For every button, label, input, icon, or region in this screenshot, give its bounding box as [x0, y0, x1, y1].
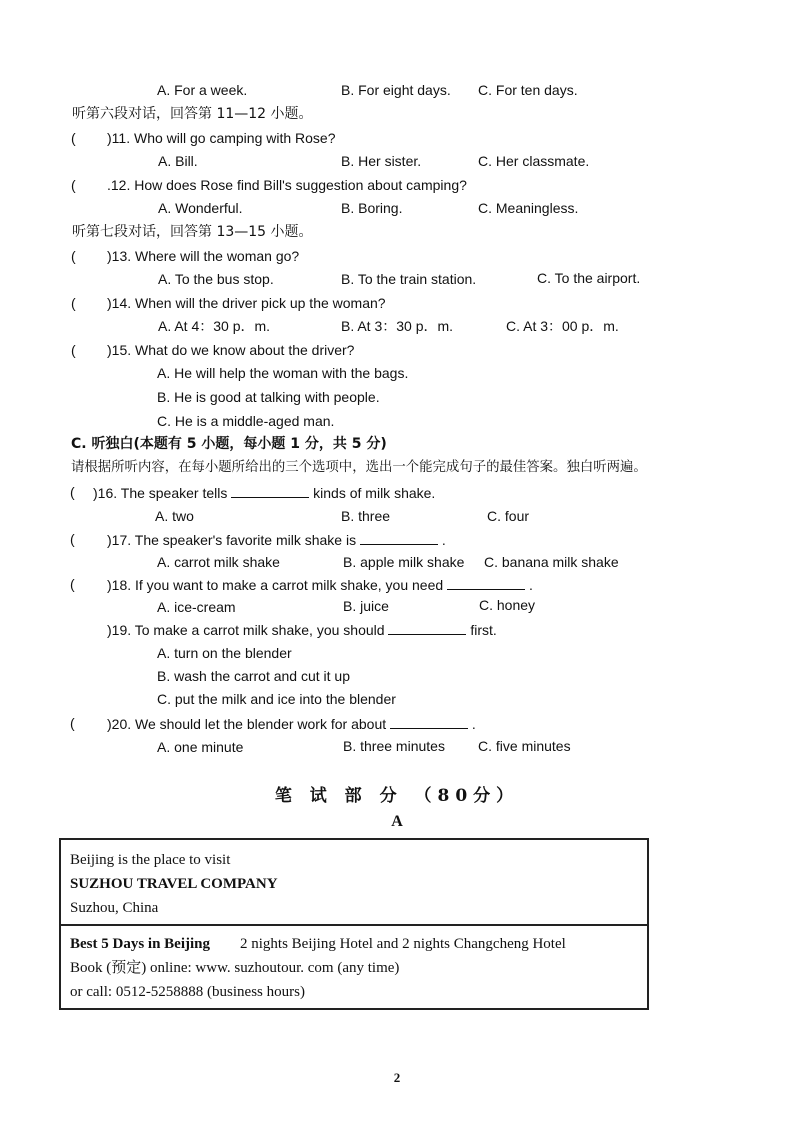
q19-option-c: C. put the milk and ice into the blender [157, 691, 396, 707]
q14-option-a: A. At 4：30 p．m. [158, 318, 271, 334]
q18-blank [447, 575, 525, 590]
q18-text-after: . [528, 577, 533, 593]
q20-question [107, 714, 476, 733]
q17-text-before: )17. The speaker's favorite milk shake is [107, 532, 357, 548]
q13-question: )13. Where will the woman go? [107, 248, 300, 264]
q15-paren: ( [71, 342, 76, 358]
q18-option-c: C. honey [479, 597, 536, 613]
q19-option-b: B. wash the carrot and cut it up [157, 668, 350, 684]
q16-question [93, 483, 435, 502]
q18-option-b: B. juice [343, 598, 389, 614]
q19-question [107, 620, 497, 639]
q13-option-c: C. To the airport. [537, 270, 641, 286]
q20-paren: ( [70, 715, 75, 731]
q12-question: .12. How does Rose find Bill's suggestion about camping? [107, 177, 467, 193]
ad-package-detail: 2 nights Beijing Hotel and 2 nights Changcheng Hotel [240, 936, 566, 952]
q12-option-c: C. Meaningless. [478, 200, 579, 216]
q16-text-after: kinds of milk shake. [313, 485, 436, 501]
q11-question: )11. Who will go camping with Rose? [107, 130, 336, 146]
q16-blank [231, 483, 309, 498]
written-section-title: 笔 试 部 分 （80分） [274, 786, 520, 806]
section-c-instruction: 请根据所听内容，在每小题所给出的三个选项中，选出一个能完成句子的最佳答案。独白听两遍。 [71, 460, 647, 475]
travel-ad-box [59, 838, 649, 1010]
q14-option-b: B. At 3：30 p．m. [341, 318, 454, 334]
q13-option-b: B. To the train station. [341, 271, 477, 287]
q17-option-b: B. apple milk shake [343, 554, 465, 570]
q11-option-b: B. Her sister. [341, 153, 422, 169]
q16-text-before: )16. The speaker tells [93, 485, 228, 501]
part-letter: A [391, 813, 403, 830]
q13-option-a: A. To the bus stop. [158, 271, 274, 287]
q16-option-a: A. two [155, 508, 194, 524]
ad-package-name: Best 5 Days in Beijing [70, 936, 211, 952]
q17-text-after: . [441, 532, 446, 548]
q17-option-c: C. banana milk shake [484, 554, 619, 570]
instruction-dialogue-7: 听第七段对话，回答第 13—15 小题。 [72, 224, 313, 240]
ad-location: Suzhou, China [70, 900, 159, 916]
q13-paren: ( [71, 248, 76, 264]
q20-option-c: C. five minutes [478, 738, 571, 754]
q12-paren: ( [71, 177, 76, 193]
q11-option-c: C. Her classmate. [478, 153, 590, 169]
travel-ad-top [61, 840, 647, 926]
q17-question [107, 530, 446, 549]
q14-option-c: C. At 3：00 p．m. [506, 318, 619, 334]
q20-option-b: B. three minutes [343, 738, 445, 754]
q14-paren: ( [71, 295, 76, 311]
q10-option-b: B. For eight days. [341, 82, 451, 98]
ad-book-online: Book (预定) online: www. suzhoutour. com (any time) [70, 960, 400, 976]
q16-option-b: B. three [341, 508, 391, 524]
q15-question: )15. What do we know about the driver? [107, 342, 355, 358]
q17-option-a: A. carrot milk shake [157, 554, 280, 570]
q18-option-a: A. ice-cream [157, 599, 236, 615]
q19-option-a: A. turn on the blender [157, 645, 292, 661]
q20-option-a: A. one minute [157, 739, 244, 755]
q19-text-before: )19. To make a carrot milk shake, you should [107, 622, 385, 638]
q19-blank [388, 620, 466, 635]
q15-option-c: C. He is a middle-aged man. [157, 413, 335, 429]
ad-company-name: SUZHOU TRAVEL COMPANY [70, 876, 278, 892]
q17-paren: ( [70, 531, 75, 547]
q16-paren: ( [70, 484, 75, 500]
q18-question [107, 575, 533, 594]
q20-text-before: )20. We should let the blender work for about [107, 716, 387, 732]
page-number: 2 [393, 1070, 401, 1085]
q20-blank [390, 714, 468, 729]
q11-paren: ( [71, 130, 76, 146]
ad-phone: or call: 0512-5258888 (business hours) [70, 984, 305, 1000]
q10-option-a: A. For a week. [157, 82, 248, 98]
ad-headline: Beijing is the place to visit [70, 852, 231, 868]
q11-option-a: A. Bill. [158, 153, 198, 169]
q16-option-c: C. four [487, 508, 530, 524]
instruction-dialogue-6: 听第六段对话，回答第 11—12 小题。 [72, 106, 313, 122]
q10-option-c: C. For ten days. [478, 82, 578, 98]
q17-blank [360, 530, 438, 545]
q20-text-after: . [471, 716, 476, 732]
q12-option-a: A. Wonderful. [158, 200, 243, 216]
q15-option-a: A. He will help the woman with the bags. [157, 365, 409, 381]
q19-text-after: first. [470, 622, 497, 638]
section-c-heading: C. 听独白(本题有 5 小题，每小题 1 分，共 5 分) [71, 436, 387, 452]
q18-text-before: )18. If you want to make a carrot milk shake, you need [107, 577, 444, 593]
q14-question: )14. When will the driver pick up the woman? [107, 295, 386, 311]
q15-option-b: B. He is good at talking with people. [157, 389, 380, 405]
q12-option-b: B. Boring. [341, 200, 403, 216]
q18-paren: ( [70, 576, 75, 592]
